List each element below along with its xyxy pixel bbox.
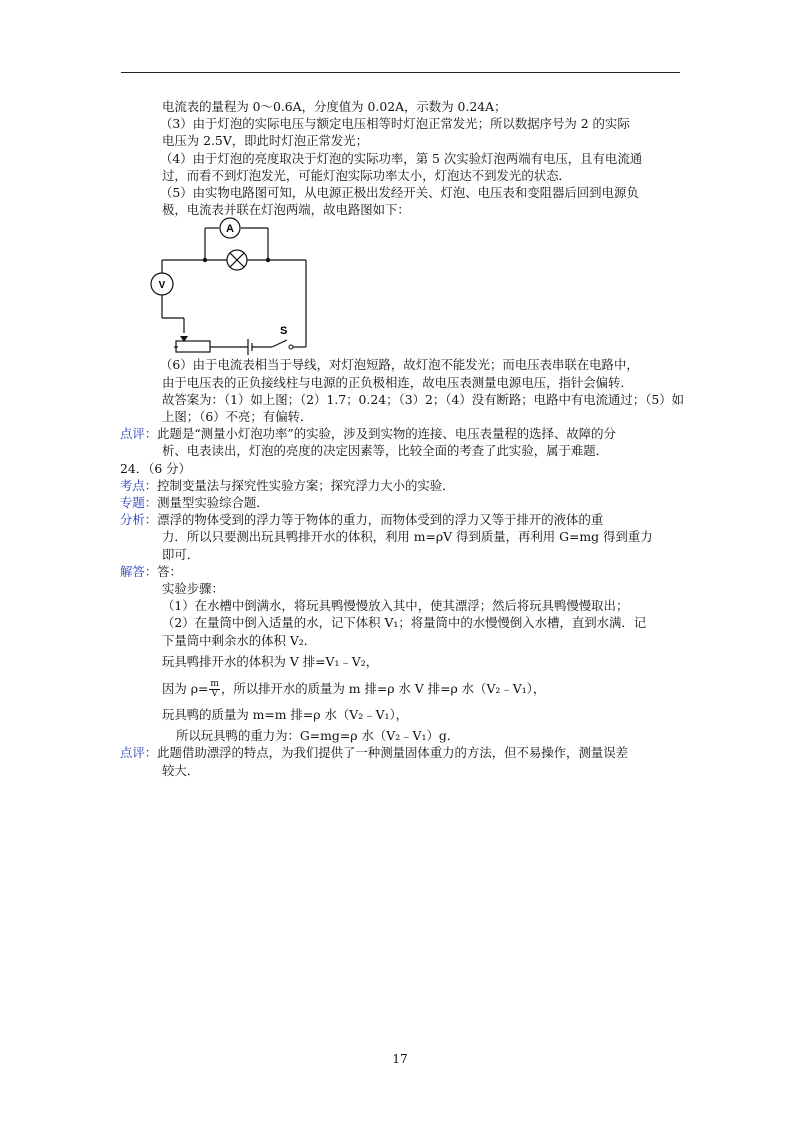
text-line: 由于电压表的正负接线柱与电源的正负极相连，故电压表测量电源电压，指针会偏转．: [162, 374, 633, 390]
text-line: 故答案为：（1）如上图；（2）1.7；0.24；（3）2；（4）没有断路；电路中有电流通过；（5）如: [162, 391, 685, 407]
text-line: 电流表的量程为 0～0.6A，分度值为 0.02A，示数为 0.24A；: [162, 99, 507, 114]
zhuanti-text: 测量型实验综合题．: [157, 495, 269, 511]
kaodian-row: [120, 477, 680, 494]
text-line: 下量筒中剩余水的体积 V₂．: [162, 632, 317, 648]
zhuanti-row: [120, 494, 680, 511]
comment-text: 此题是“测量小灯泡功率”的实验，涉及到实物的连接、电压表量程的选择、故障的分: [157, 426, 616, 442]
dianping-tag: 点评：: [120, 745, 158, 761]
question-header: 24．（6 分）: [120, 460, 191, 476]
text-line: 所以玩具鸭的重力为：G=mg=ρ 水（V₂﹣V₁）g．: [176, 728, 460, 744]
jieda-tag: 解答：: [120, 563, 158, 579]
fenxi-row: [120, 511, 680, 528]
text-line: 即可．: [162, 546, 200, 562]
circuit-diagram: [160, 218, 680, 356]
text-line: 玩具鸭排开水的体积为 V 排=V₁﹣V₂，: [162, 653, 379, 669]
comment-tag: 点评：: [120, 426, 158, 442]
density-suffix: ，所以排开水的质量为 m 排=ρ 水 V 排=ρ 水（V₂﹣V₁），: [220, 681, 546, 697]
kaodian-tag: 考点：: [120, 477, 158, 493]
fenxi-tag: 分析：: [120, 512, 158, 528]
text-line: （2）在量筒中倒入适量的水，记下体积 V₁；将量筒中的水慢慢倒入水槽，直到水满．记: [162, 615, 647, 631]
fraction-numerator: m: [210, 679, 219, 690]
density-fraction: [209, 680, 220, 699]
dianping-row: [120, 744, 680, 761]
text-line: 较大．: [162, 762, 200, 778]
text-line: （4）由于灯泡的亮度取决于灯泡的实际功率，第 5 次实验灯泡两端有电压，且有电流通: [160, 150, 643, 166]
fenxi-text: 漂浮的物体受到的浮力等于物体的重力，而物体受到的浮力又等于排开的液体的重: [157, 512, 604, 528]
text-line: 电压为 2.5V，即此时灯泡正常发光；: [162, 133, 369, 149]
jieda-row: [120, 563, 680, 580]
text-line: （3）由于灯泡的实际电压与额定电压相等时灯泡正常发光；所以数据序号为 2 的实际: [160, 116, 630, 132]
voltmeter-icon: [151, 273, 173, 295]
text-line: 上图；（6）不亮；有偏转．: [162, 409, 313, 425]
density-prefix: 因为 ρ=: [162, 681, 209, 697]
text-line: 实验步骤：: [162, 581, 224, 597]
voltmeter-label: V: [158, 280, 166, 292]
switch-label: S: [280, 325, 288, 338]
comment-block: [120, 425, 680, 442]
comment-text: 析、电表读出，灯泡的亮度的决定因素等，比较全面的考查了此实验，属于难题．: [162, 443, 609, 459]
text-line: 力．所以只要测出玩具鸭排开水的体积，利用 m=ρV 得到质量，再利用 G=mg 得到重力: [162, 529, 653, 545]
zhuanti-tag: 专题：: [120, 495, 158, 511]
page-content: [120, 98, 685, 779]
text-line: （6）由于电流表相当于导线，对灯泡短路，故灯泡不能发光；而电压表串联在电路中，: [160, 357, 639, 373]
ammeter-icon: [220, 218, 240, 238]
text-line: 玩具鸭的质量为 m=m 排=ρ 水（V₂﹣V₁），: [162, 707, 409, 723]
text-line: 极，电流表并联在灯泡两端，故电路图如下：: [162, 202, 410, 218]
text-line: 过，而看不到灯泡发光，可能灯泡实际功率太小，灯泡达不到发光的状态．: [162, 167, 571, 183]
lamp-icon: [227, 250, 247, 270]
dianping-text: 此题借助漂浮的特点，为我们提供了一种测量固体重力的方法，但不易操作，测量误差: [157, 745, 629, 761]
text-line: （5）由实物电路图可知，从电源正极出发经开关、灯泡、电压表和变阻器后回到电源负: [160, 185, 639, 201]
density-row: [120, 678, 680, 700]
fraction-denominator: V: [211, 689, 218, 700]
text-line: （1）在水槽中倒满水，将玩具鸭慢慢放入其中，使其漂浮；然后将玩具鸭慢慢取出；: [162, 598, 629, 614]
jieda-text: 答：: [157, 563, 182, 579]
kaodian-text: 控制变量法与探究性实验方案；探究浮力大小的实验．: [157, 477, 455, 493]
ammeter-label: A: [226, 223, 234, 236]
circuit-svg: [160, 218, 320, 356]
header-rule: [121, 72, 680, 73]
page-number: 17: [392, 1052, 408, 1066]
